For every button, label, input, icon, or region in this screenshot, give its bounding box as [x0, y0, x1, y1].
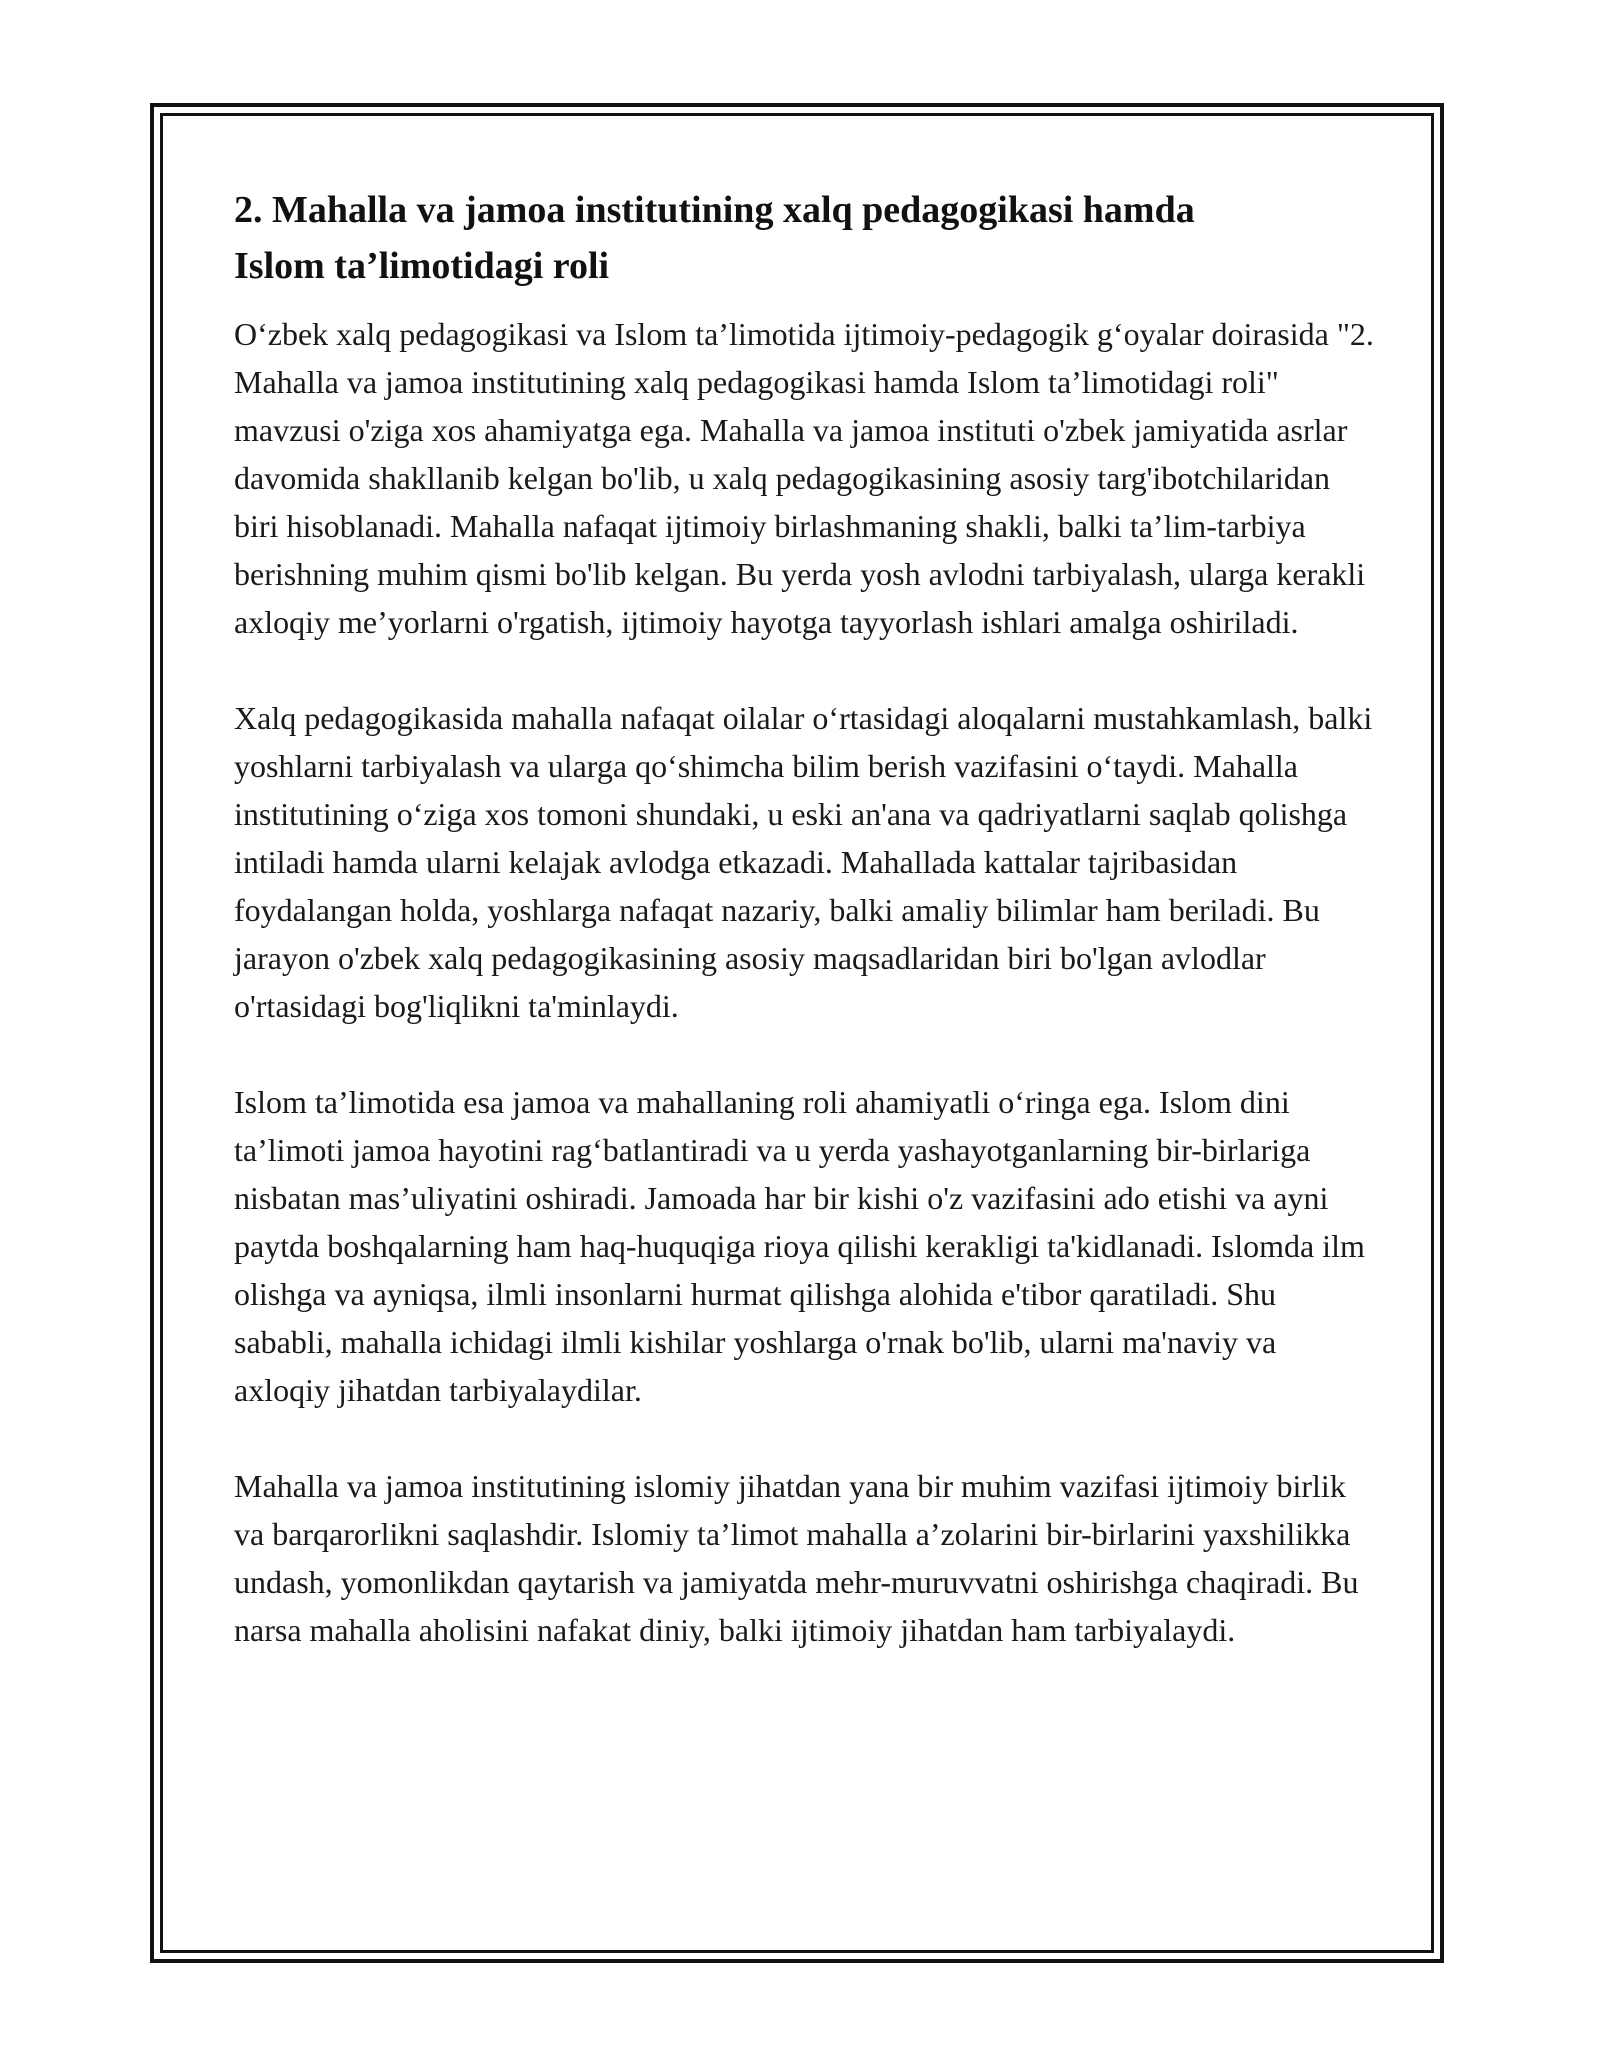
section-title — [234, 182, 1374, 294]
page-content — [234, 182, 1374, 1702]
section-title-line-2: Islom ta’limotidagi roli — [234, 245, 610, 287]
paragraph-2: Xalq pedagogikasida mahalla nafaqat oilalar o‘rtasidagi aloqalarni mustahkamlash, balki yoshlarni tarbiyalash va ularga qo‘shimcha bilim berish vazifasini o‘taydi. Mahalla institutining o‘ziga xos tomoni shundaki, u eski an'ana va qadriyatlarni saqlab qolishga intiladi hamda ularni kelajak avlodga etkazadi. Mahallada kattalar tajribasidan foydalangan holda, yoshlarga nafaqat nazariy, balki amaliy bilimlar ham beriladi. Bu jarayon o'zbek xalq pedagogikasining asosiy maqsadlaridan biri bo'lgan avlodlar o'rtasidagi bog'liqlikni ta'minlaydi. — [234, 700, 1373, 1024]
section-title-line-1: 2. Mahalla va jamoa institutining xalq pedagogikasi hamda — [234, 189, 1195, 231]
paragraph-1: O‘zbek xalq pedagogikasi va Islom ta’limotida ijtimoiy-pedagogik g‘oyalar doirasida "2. Mahalla va jamoa institutining xalq pedagogikasi hamda Islom ta’limotidagi roli" mavzusi o'ziga xos ahamiyatga ega. Mahalla va jamoa instituti o'zbek jamiyatida asrlar davomida shakllanib kelgan bo'lib, u xalq pedagogikasining asosiy targ'ibotchilaridan biri hisoblanadi. Mahalla nafaqat ijtimoiy birlashmaning shakli, balki ta’lim-tarbiya berishning muhim qismi bo'lib kelgan. Bu yerda yosh avlodni tarbiyalash, ularga kerakli axloqiy me’yorlarni o'rgatish, ijtimoiy hayotga tayyorlash ishlari amalga oshiriladi. — [234, 316, 1374, 640]
paragraph-3: Islom ta’limotida esa jamoa va mahallaning roli ahamiyatli o‘ringa ega. Islom dini ta’limoti jamoa hayotini rag‘batlantiradi va u yerda yashayotganlarning bir-birlariga nisbatan mas’uliyatini oshiradi. Jamoada har bir kishi o'z vazifasini ado etishi va ayni paytda boshqalarning ham haq-huquqiga rioya qilishi kerakligi ta'kidlanadi. Islomda ilm olishga va ayniqsa, ilmli insonlarni hurmat qilishga alohida e'tibor qaratiladi. Shu sababli, mahalla ichidagi ilmli kishilar yoshlarga o'rnak bo'lib, ularni ma'naviy va axloqiy jihatdan tarbiyalaydilar. — [234, 1084, 1365, 1408]
paragraph-4: Mahalla va jamoa institutining islomiy jihatdan yana bir muhim vazifasi ijtimoiy birlik va barqarorlikni saqlashdir. Islomiy ta’limot mahalla a’zolarini bir-birlarini yaxshilikka undash, yomonlikdan qaytarish va jamiyatda mehr-muruvvatni oshirishga chaqiradi. Bu narsa mahalla aholisini nafakat diniy, balki ijtimoiy jihatdan ham tarbiyalaydi. — [234, 1468, 1359, 1648]
